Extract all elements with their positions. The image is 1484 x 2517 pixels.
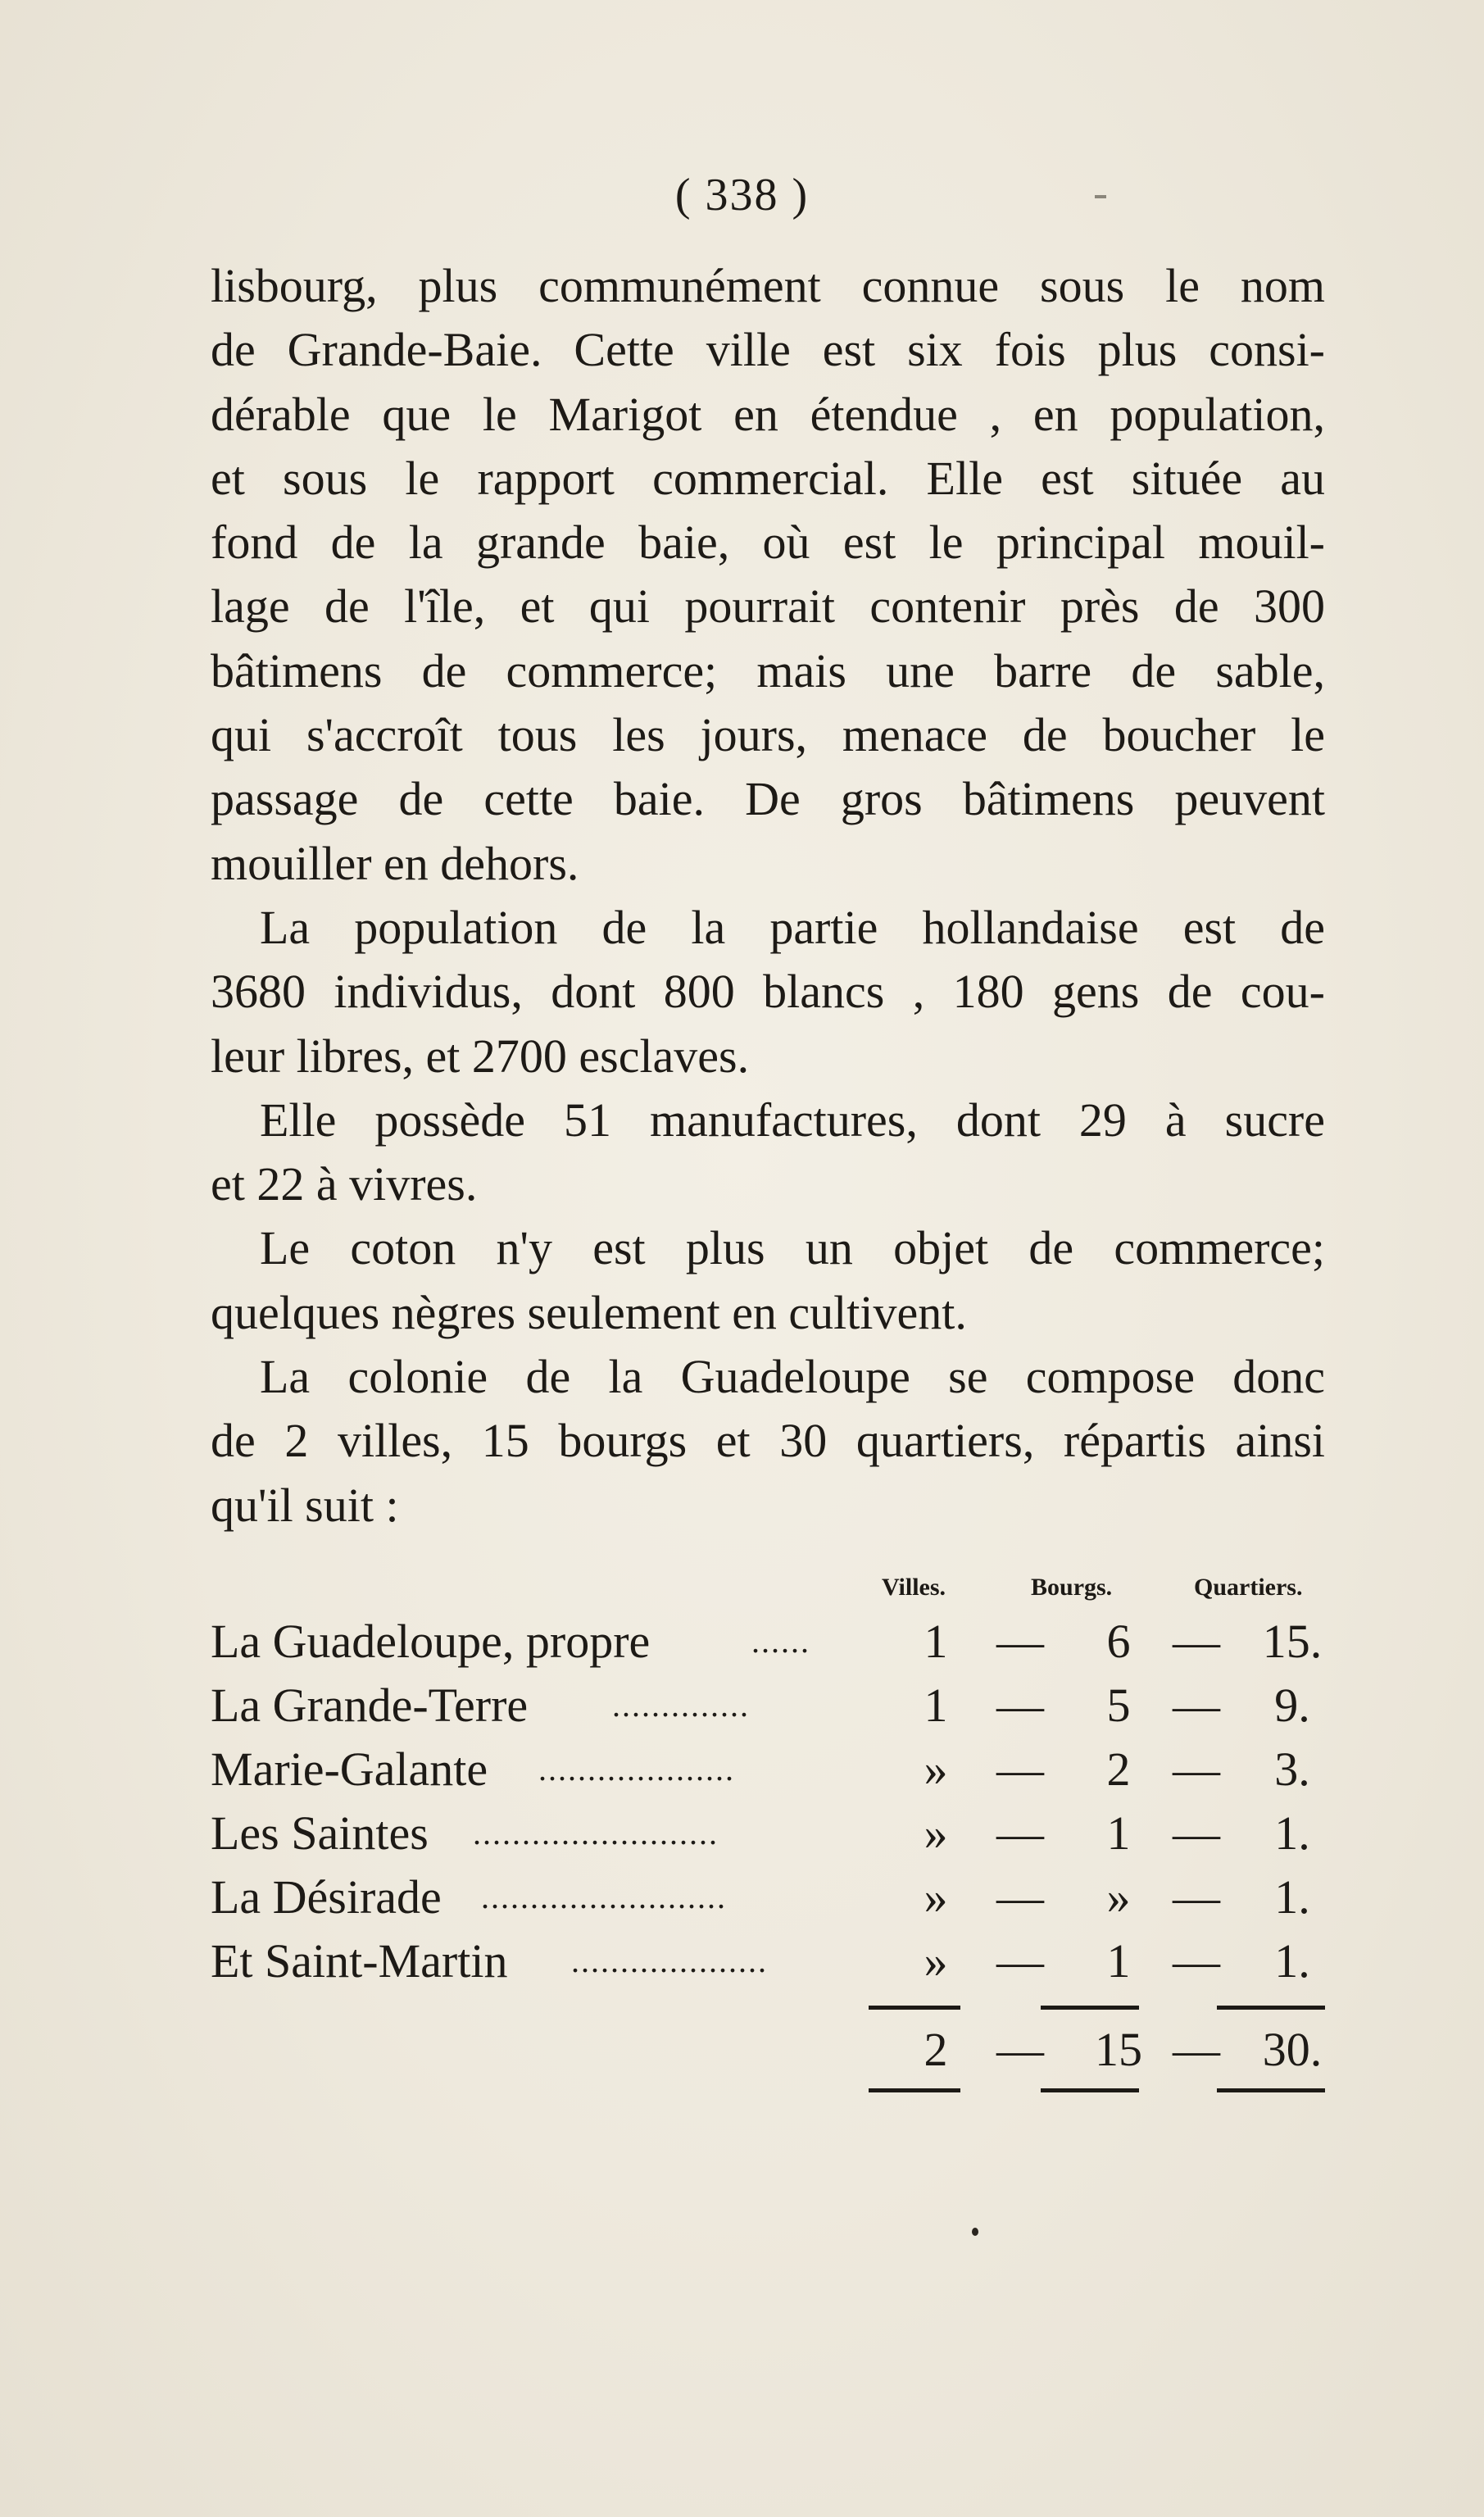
text-line: passage de cette baie. De gros bâtimens peuvent [211, 772, 1325, 826]
row-label: Marie-Galante [211, 1742, 488, 1796]
text-line: et 22 à vivres. [211, 1157, 478, 1211]
cell-bourgs: 6 [1106, 1615, 1131, 1668]
dash-separator: — [1173, 1806, 1220, 1860]
text-line: La colonie de la Guadeloupe se compose donc [260, 1350, 1325, 1404]
cell-quartiers: 1. [1274, 1934, 1310, 1988]
text-line: et sous le rapport commercial. Elle est située au [211, 451, 1325, 505]
closing-rule [1217, 2088, 1325, 2092]
text-line: de 2 villes, 15 bourgs et 30 quartiers, répartis ainsi [211, 1414, 1325, 1468]
dash-separator: — [1173, 2023, 1220, 2076]
text-line: bâtimens de commerce; mais une barre de sable, [211, 643, 1325, 697]
cell-bourgs: » [1106, 1870, 1131, 1924]
body-text [211, 254, 1325, 1538]
cell-villes: » [924, 1806, 948, 1860]
row-label: La Désirade [211, 1870, 442, 1924]
sum-rule [1041, 2006, 1139, 2010]
cell-bourgs: 2 [1106, 1742, 1131, 1796]
cell-villes: 1 [924, 1679, 948, 1732]
header-bourgs: Bourgs. [1031, 1574, 1113, 1601]
sum-rule [1217, 2006, 1325, 2010]
text-line: de Grande-Baie. Cette ville est six fois plus consi- [211, 323, 1325, 377]
closing-rule [1041, 2088, 1139, 2092]
row-label: Les Saintes [211, 1806, 429, 1860]
cell-bourgs: 5 [1106, 1679, 1131, 1732]
leader-dots: ...... [751, 1623, 810, 1660]
row-label: La Guadeloupe, propre [211, 1615, 651, 1668]
table-row [211, 1674, 1341, 1738]
dash-separator: — [996, 2023, 1044, 2076]
dash-separator: — [996, 1870, 1044, 1924]
dash-separator: — [1173, 1870, 1220, 1924]
text-line: dérable que le Marigot en étendue , en population, [211, 387, 1325, 441]
text-line: quelques nègres seulement en cultivent. [211, 1285, 967, 1339]
ink-speck [972, 2228, 978, 2236]
table-row [211, 1801, 1341, 1865]
text-line: lage de l'île, et qui pourrait contenir près de 300 [211, 579, 1325, 634]
row-label: Et Saint-Martin [211, 1934, 508, 1988]
leader-dots: ......................... [473, 1815, 719, 1851]
total-quartiers: 30. [1262, 2023, 1323, 2076]
dash-separator: — [996, 1679, 1044, 1732]
table-row [211, 1610, 1341, 1674]
closing-rule [869, 2088, 960, 2092]
leader-dots: .................... [538, 1751, 735, 1788]
leader-dots: .................... [571, 1942, 768, 1979]
text-line: mouiller en dehors. [211, 836, 579, 890]
total-villes: 2 [924, 2023, 948, 2076]
totals-row [211, 2018, 1341, 2082]
text-line: qui s'accroît tous les jours, menace de boucher le [211, 708, 1325, 762]
cell-quartiers: 3. [1274, 1742, 1310, 1796]
cell-villes: » [924, 1742, 948, 1796]
dash-separator: — [996, 1806, 1044, 1860]
cell-villes: » [924, 1934, 948, 1988]
dash-separator: — [996, 1934, 1044, 1988]
table-row [211, 1929, 1341, 1993]
cell-bourgs: 1 [1106, 1934, 1131, 1988]
leader-dots: ......................... [481, 1879, 727, 1915]
cell-quartiers: 1. [1274, 1806, 1310, 1860]
dash-separator: — [996, 1615, 1044, 1668]
cell-villes: 1 [924, 1615, 948, 1668]
dash-separator: — [1173, 1934, 1220, 1988]
dash-separator: — [1173, 1679, 1220, 1732]
header-villes: Villes. [882, 1574, 946, 1601]
cell-villes: » [924, 1870, 948, 1924]
cell-quartiers: 15. [1262, 1615, 1323, 1668]
text-line: La population de la partie hollandaise est de [260, 900, 1325, 954]
text-line: lisbourg, plus communément connue sous le nom [211, 259, 1325, 312]
header-quartiers: Quartiers. [1194, 1574, 1303, 1601]
cell-bourgs: 1 [1106, 1806, 1131, 1860]
text-line: 3680 individus, dont 800 blancs , 180 gens de cou- [211, 965, 1325, 1019]
text-line: qu'il suit : [211, 1478, 399, 1532]
text-line: Le coton n'y est plus un objet de commerce; [260, 1221, 1325, 1275]
dash-separator: — [1173, 1615, 1220, 1668]
cell-quartiers: 1. [1274, 1870, 1310, 1924]
text-line: leur libres, et 2700 esclaves. [211, 1029, 750, 1083]
cell-quartiers: 9. [1274, 1679, 1310, 1732]
dash-separator: — [996, 1742, 1044, 1796]
total-bourgs: 15 [1095, 2023, 1142, 2076]
page-number: ( 338 ) [674, 170, 810, 220]
text-line: fond de la grande baie, où est le principal mouil- [211, 516, 1325, 570]
sum-rule [869, 2006, 960, 2010]
ink-mark [1095, 195, 1106, 198]
text-line: Elle possède 51 manufactures, dont 29 à sucre [260, 1093, 1325, 1147]
dash-separator: — [1173, 1742, 1220, 1796]
leader-dots: .............. [612, 1687, 750, 1724]
row-label: La Grande-Terre [211, 1679, 529, 1732]
table-row [211, 1738, 1341, 1801]
table-row [211, 1865, 1341, 1929]
